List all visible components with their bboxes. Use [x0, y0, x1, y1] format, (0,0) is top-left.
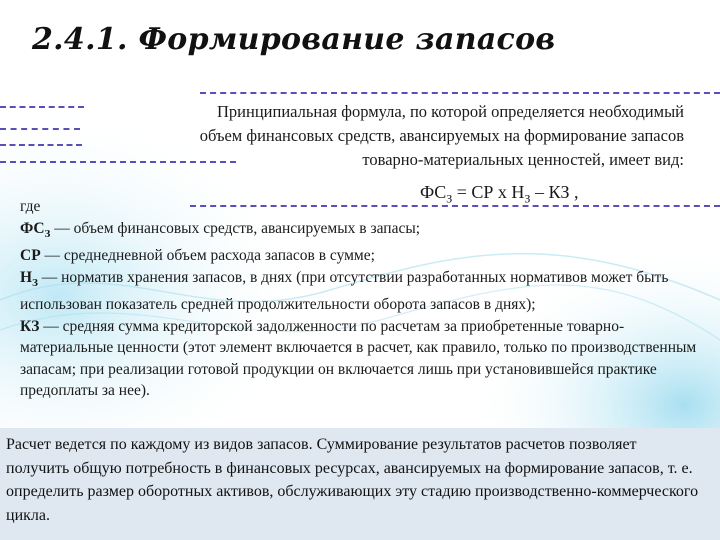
formula-mid: = СР х Н — [452, 182, 525, 202]
definition-n — [20, 267, 715, 316]
term-sr: СР — [20, 247, 41, 265]
intro-line: объем финансовых средств, авансируемых на формирование запасов — [199, 126, 684, 145]
term-n: Н — [20, 268, 33, 286]
definition-sr — [20, 245, 715, 267]
definition-kz-text: — средняя сумма кредиторской задолженности по расчетам за приобретенные товарно-материальные ценности (этот элемент включается в расчет, как правило, только по производственным запасам; при реализации готовой продукции он включается лишь при установившейся практике предоплаты за нее). — [20, 317, 697, 400]
dashed-line — [200, 92, 720, 94]
term-fs: ФС — [20, 219, 45, 237]
definition-sr-text: — среднедневной объем расхода запасов в сумме; — [40, 247, 375, 265]
intro-line: товарно-материальных ценностей, имеет вид: — [362, 150, 684, 169]
where-label: где — [20, 198, 41, 215]
dashed-line — [0, 144, 82, 146]
summary-note-text: Расчет ведется по каждому из видов запасов. Суммирование результатов расчетов позволяет получить общую потребность в финансовых ресурсах, авансируемых на формирование запасов, т. е. определить размер оборотных активов, обслуживающих эту стадию производственно-коммерческого цикла. — [6, 436, 699, 524]
term-n-sub: З — [32, 276, 38, 289]
intro-paragraph — [92, 100, 684, 172]
intro-line: Принципиальная формула, по которой определяется необходимый — [217, 102, 684, 121]
summary-note-box — [0, 428, 720, 540]
term-fs-sub: З — [44, 227, 51, 240]
dashed-line — [0, 128, 80, 130]
definition-kz — [20, 316, 715, 402]
formula-n-sub: З — [524, 191, 531, 206]
definitions-block — [20, 196, 715, 402]
definition-fs — [20, 218, 715, 246]
dashed-line — [0, 106, 84, 108]
formula-tail: – КЗ , — [530, 182, 579, 202]
definition-fs-text: — объем финансовых средств, авансируемых в запасы; — [50, 219, 421, 237]
term-kz: КЗ — [20, 317, 40, 335]
page-title: 2.4.1. Формирование запасов — [32, 22, 556, 57]
formula-fs-sub: З — [446, 191, 453, 206]
definition-n-text: — норматив хранения запасов, в днях (при отсутствии разработанных нормативов может быть использован показатель средней продолжительности оборота запасов в днях); — [20, 268, 669, 314]
formula-fs: ФС — [420, 182, 447, 202]
